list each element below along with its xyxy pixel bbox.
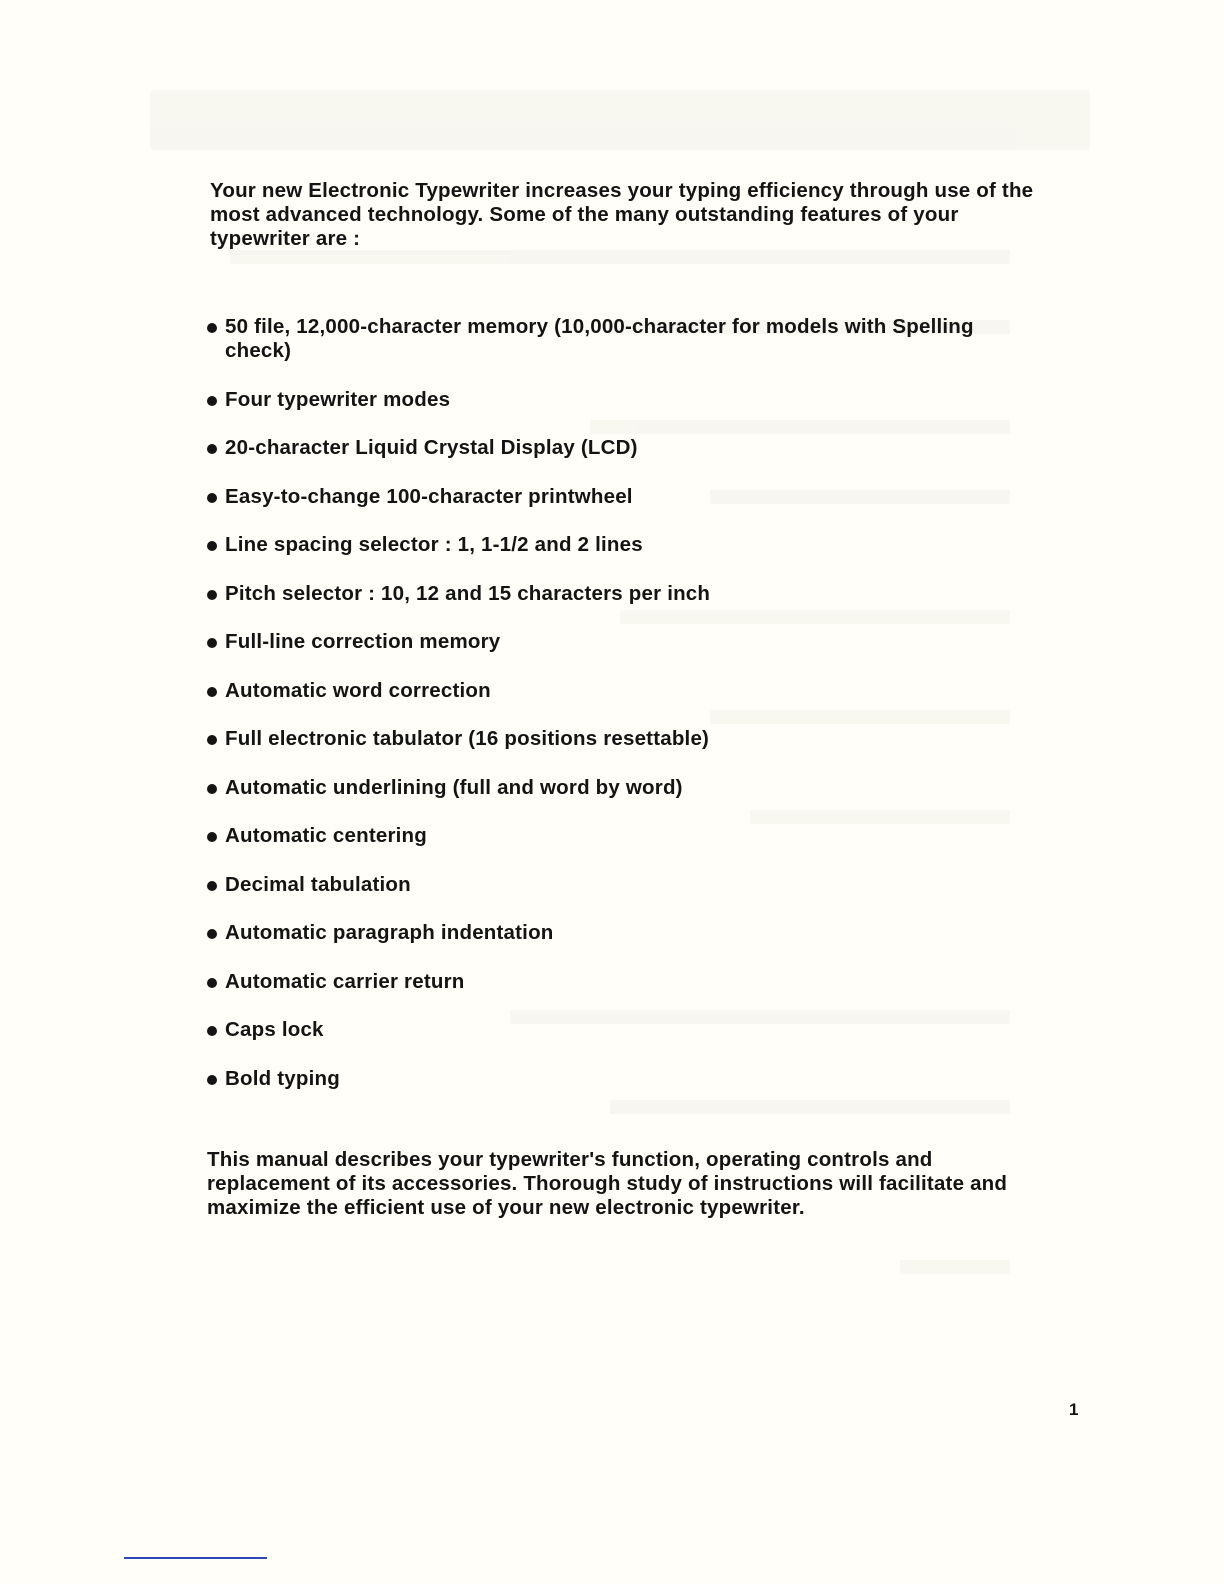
bullet-icon xyxy=(207,1075,217,1085)
page-number: 1 xyxy=(1069,1400,1079,1419)
list-item xyxy=(207,388,1037,412)
show-through-line xyxy=(900,1260,1010,1274)
bullet-icon xyxy=(207,638,217,648)
bullet-icon xyxy=(207,687,217,697)
bullet-icon xyxy=(207,929,217,939)
list-item xyxy=(207,1067,1037,1091)
bullet-icon xyxy=(207,881,217,891)
feature-text: Automatic centering xyxy=(225,824,427,847)
list-item xyxy=(207,921,1037,945)
show-through-heading xyxy=(150,90,1090,150)
list-item xyxy=(207,582,1037,606)
feature-text: Bold typing xyxy=(225,1066,340,1090)
list-item xyxy=(207,485,1037,509)
bullet-icon xyxy=(207,978,217,988)
bullet-icon xyxy=(207,784,217,794)
bullet-icon xyxy=(207,832,217,842)
bullet-icon xyxy=(207,396,217,406)
feature-text: Four typewriter modes xyxy=(225,387,451,411)
list-item xyxy=(207,533,1037,557)
list-item xyxy=(207,1018,1037,1042)
feature-text: Caps lock xyxy=(225,1018,324,1041)
feature-text: 20-character Liquid Crystal Display (LCD) xyxy=(225,436,638,459)
bullet-icon xyxy=(207,735,217,745)
bullet-icon xyxy=(207,541,217,551)
bottom-rule xyxy=(124,1557,267,1559)
list-item xyxy=(207,679,1037,703)
bullet-icon xyxy=(207,1026,217,1036)
feature-text: Full electronic tabulator (16 positions resettable) xyxy=(225,727,710,750)
bullet-icon xyxy=(207,590,217,600)
feature-text: Automatic carrier return xyxy=(225,969,465,993)
closing-paragraph: This manual describes your typewriter's function, operating controls and replacement of its accessories. Thorough study of instructions will facilitate and maximize the efficient use of your new electronic typewriter. xyxy=(207,1148,1008,1219)
list-item xyxy=(207,315,1037,363)
feature-text: Pitch selector : 10, 12 and 15 characters per inch xyxy=(225,581,711,605)
feature-text: Full-line correction memory xyxy=(225,630,501,653)
bullet-icon xyxy=(207,444,217,454)
list-item xyxy=(207,970,1037,994)
feature-text: Automatic paragraph indentation xyxy=(225,921,554,944)
feature-text: Automatic underlining (full and word by word) xyxy=(225,775,683,799)
list-item xyxy=(207,873,1037,897)
show-through-line xyxy=(230,250,1010,264)
list-item xyxy=(207,776,1037,800)
bullet-icon xyxy=(207,493,217,503)
feature-text: Automatic word correction xyxy=(225,678,491,702)
feature-text: Line spacing selector : 1, 1-1/2 and 2 lines xyxy=(225,533,643,556)
intro-paragraph: Your new Electronic Typewriter increases your typing efficiency through use of the most advanced technology. Some of the many outstanding features of your typewriter are : xyxy=(210,179,1034,250)
list-item xyxy=(207,436,1037,460)
feature-text: Decimal tabulation xyxy=(225,872,411,896)
bullet-icon xyxy=(207,323,217,333)
list-item xyxy=(207,630,1037,654)
feature-text: Easy-to-change 100-character printwheel xyxy=(225,484,633,508)
list-item xyxy=(207,824,1037,848)
feature-text: 50 file, 12,000-character memory (10,000-character for models with Spelling check) xyxy=(225,315,974,362)
list-item xyxy=(207,727,1037,751)
feature-list xyxy=(207,315,1037,1115)
